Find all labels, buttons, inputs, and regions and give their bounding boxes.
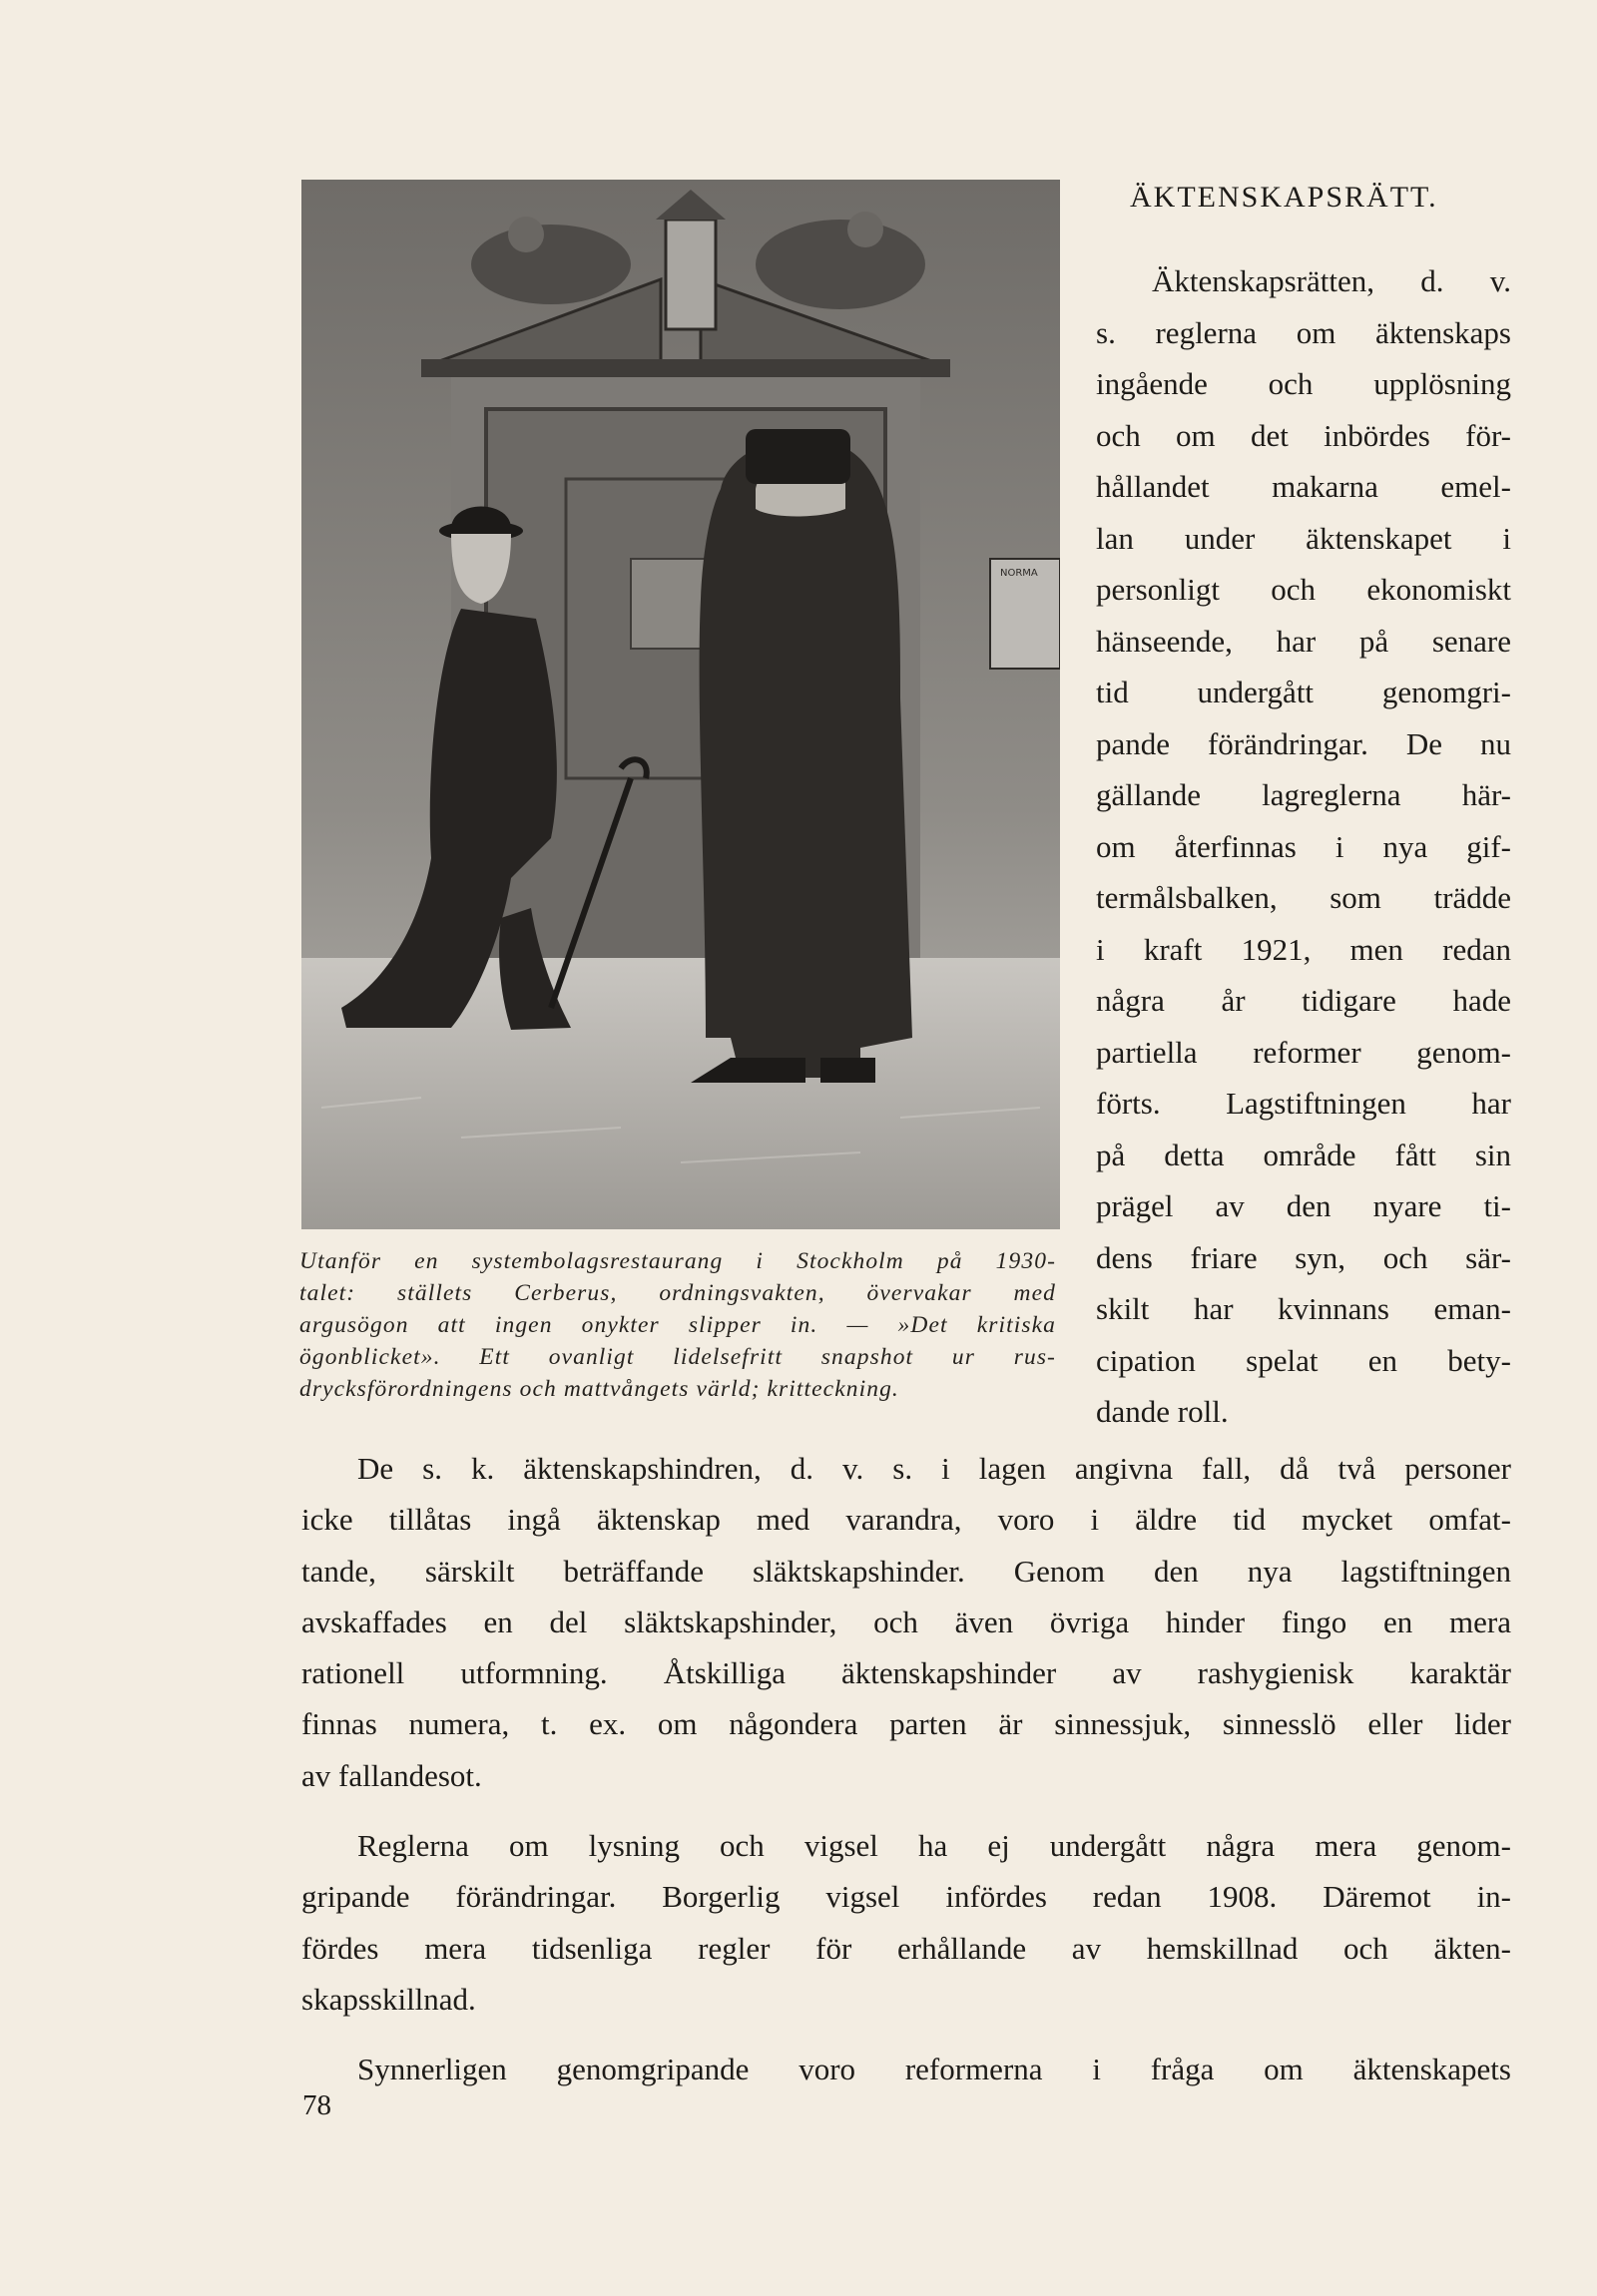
- caption-line: Utanför en systembolagsrestaurang i Stockholm på 1930-: [299, 1248, 1056, 1274]
- page-number: 78: [302, 2089, 331, 2121]
- text-line: dande roll.: [1096, 1394, 1229, 1429]
- text-line: avskaffades en del släktskapshinder, och även övriga hinder fingo en mera: [301, 1604, 1511, 1639]
- paragraph: [301, 1443, 1511, 1801]
- text-line: några år tidigare hade: [1096, 983, 1511, 1018]
- text-line: Synnerligen genomgripande voro reformerna i fråga om äktenskapets: [357, 2052, 1511, 2087]
- text-line: gripande förändringar. Borgerlig vigsel infördes redan 1908. Däremot in-: [301, 1879, 1511, 1915]
- text-line: gällande lagreglerna här-: [1096, 777, 1511, 812]
- text-line: finnas numera, t. ex. om någondera parten är sinnessjuk, sinnesslö eller lider: [301, 1706, 1511, 1742]
- text-line: dens friare syn, och sär-: [1096, 1239, 1511, 1275]
- text-line: tande, särskilt beträffande släktskapshinder. Genom den nya lagstiftningen: [301, 1553, 1511, 1589]
- text-line: förts. Lagstiftningen har: [1096, 1086, 1511, 1121]
- text-line: prägel av den nyare ti-: [1096, 1188, 1511, 1223]
- body-text: [301, 1443, 1511, 2114]
- text-line: s. reglerna om äktenskaps: [1096, 314, 1511, 350]
- text-line: tid undergått genomgri-: [1096, 675, 1511, 709]
- text-line: termålsbalken, som trädde: [1096, 880, 1511, 915]
- caption-line: talet: ställets Cerberus, ordningsvakten, övervakar med: [299, 1280, 1056, 1306]
- text-line: hänseende, har på senare: [1096, 623, 1511, 659]
- notice-sign-text: NORMA: [1000, 568, 1038, 579]
- text-line: partiella reformer genom-: [1096, 1034, 1511, 1070]
- section-heading: ÄKTENSKAPSRÄTT.: [1130, 181, 1438, 214]
- column-paragraph: [1096, 255, 1511, 1438]
- caption-line: argusögon att ingen onykter slipper in. — »Det kritiska: [299, 1312, 1056, 1338]
- text-line: på detta område fått sin: [1096, 1137, 1511, 1172]
- text-line: om återfinnas i nya gif-: [1096, 828, 1511, 864]
- text-line: cipation spelat en bety-: [1096, 1342, 1511, 1378]
- paragraph: [301, 1820, 1511, 2025]
- figure-caption: [299, 1245, 1056, 1405]
- text-line: hållandet makarna emel-: [1096, 469, 1511, 504]
- text-line: De s. k. äktenskapshindren, d. v. s. i lagen angivna fall, då två personer: [357, 1451, 1511, 1486]
- text-line: rationell utformning. Åtskilliga äktenskapshinder av rashygienisk karaktär: [301, 1655, 1511, 1691]
- text-line: personligt och ekonomiskt: [1096, 572, 1511, 607]
- text-line: lan under äktenskapet i: [1096, 520, 1511, 556]
- paragraph: [301, 2044, 1511, 2094]
- caption-line: drycksförordningens och mattvångets värld; kritteckning.: [299, 1376, 899, 1402]
- chalk-drawing: [301, 180, 1060, 1229]
- text-line: skilt har kvinnans eman-: [1096, 1291, 1511, 1326]
- illustration: [301, 180, 1060, 1229]
- text-line: ingående och upplösning: [1096, 366, 1511, 401]
- text-line: Äktenskapsrätten, d. v.: [1152, 263, 1511, 298]
- text-line: icke tillåtas ingå äktenskap med varandra, voro i äldre tid mycket omfat-: [301, 1502, 1511, 1538]
- text-line: och om det inbördes för-: [1096, 417, 1511, 453]
- caption-line: ögonblicket». Ett ovanligt lidelsefritt snapshot ur rus-: [299, 1344, 1056, 1370]
- text-line: pande förändringar. De nu: [1096, 725, 1511, 761]
- text-line: av fallandesot.: [301, 1757, 482, 1793]
- text-line: Reglerna om lysning och vigsel ha ej undergått några mera genom-: [357, 1828, 1511, 1864]
- text-line: skapsskillnad.: [301, 1981, 476, 2017]
- text-line: i kraft 1921, men redan: [1096, 931, 1511, 967]
- text-line: fördes mera tidsenliga regler för erhållande av hemskillnad och äkten-: [301, 1930, 1511, 1966]
